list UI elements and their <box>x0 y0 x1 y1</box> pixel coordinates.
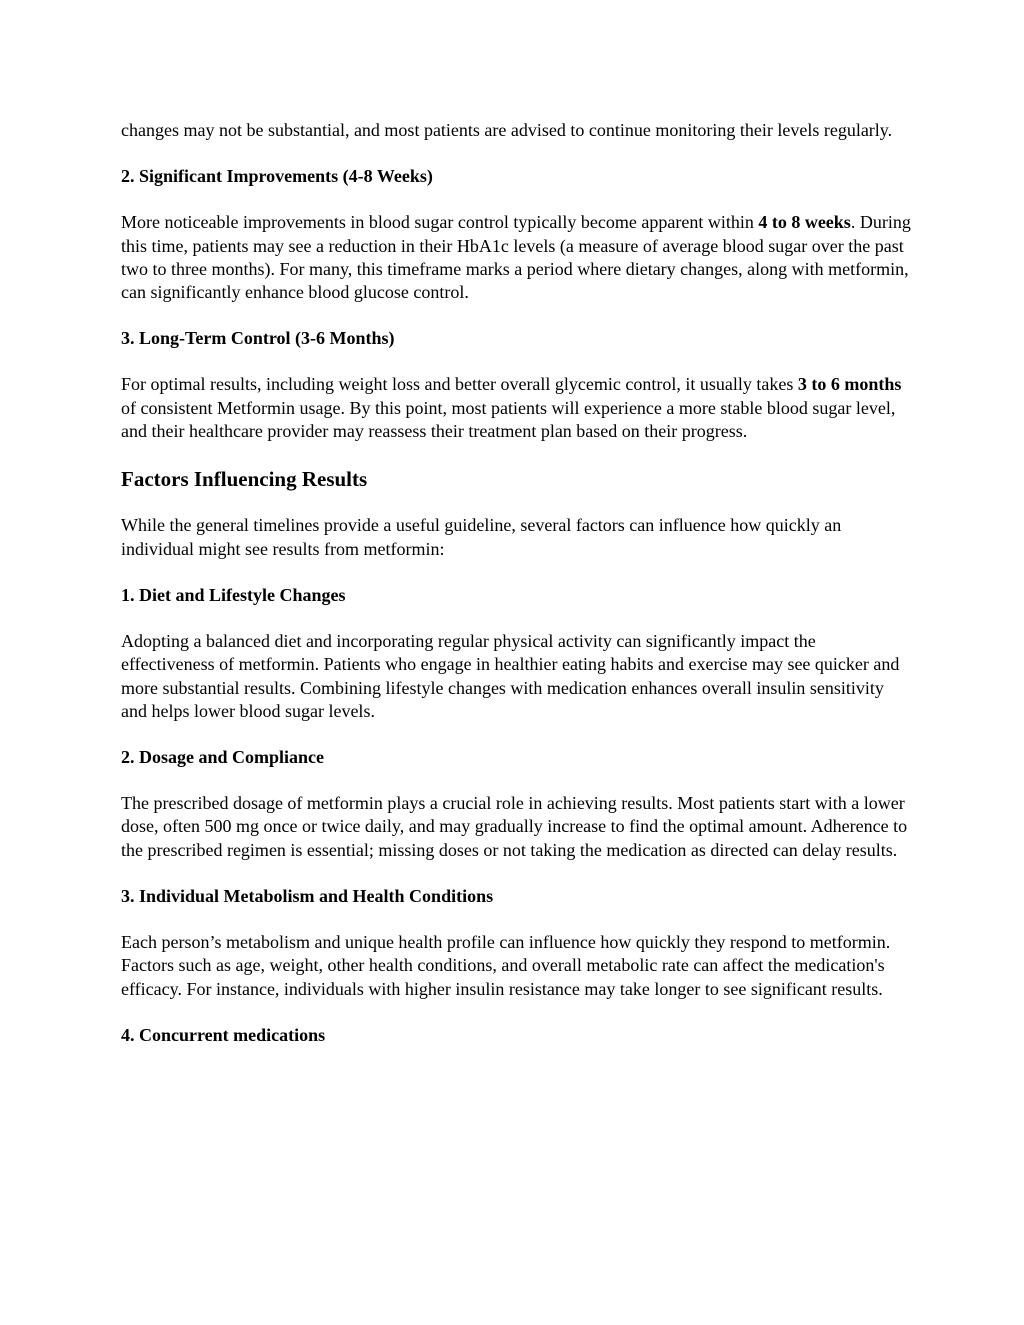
paragraph-diet-lifestyle: Adopting a balanced diet and incorporating regular physical activity can significantly impact the effectiveness of metformin. Patients who engage in healthier eating habits and exercise may see quicker and more substantial results. Combining lifestyle changes with medication enhances overall insulin sensitivity and helps lower blood sugar levels. <box>121 630 900 721</box>
heading-individual-metabolism: 3. Individual Metabolism and Health Conditions <box>121 886 494 907</box>
heading-significant-improvements: 2. Significant Improvements (4-8 Weeks) <box>121 166 433 187</box>
paragraph-dosage-compliance: The prescribed dosage of metformin plays a crucial role in achieving results. Most patients start with a lower dose, often 500 mg once or twice daily, and may gradually increase to find the optimal amount. Adherence to the prescribed regimen is essential; missing doses or not taking the medication as directed can delay results. <box>121 793 908 860</box>
heading-factors-influencing-results: Factors Influencing Results <box>121 467 368 492</box>
paragraph-factors-intro: While the general timelines provide a useful guideline, several factors can influence how quickly an individual might see results from metformin: <box>121 515 842 559</box>
text-run: of consistent Metformin usage. By this point, most patients will experience a more stable blood sugar level, and their healthcare provider may reassess their treatment plan based on their progress. <box>121 397 896 442</box>
heading-long-term-control: 3. Long-Term Control (3-6 Months) <box>121 328 395 349</box>
document-page <box>121 119 911 1047</box>
text-run: . During this time, patients may see a reduction in their HbA1c levels (a measure of average blood sugar over the past two to three months). For many, this timeframe marks a period where dietary changes, along with metformin, can significantly enhance blood glucose control. <box>121 212 911 303</box>
paragraph-individual-metabolism: Each person’s metabolism and unique health profile can influence how quickly they respond to metformin. Factors such as age, weight, other health conditions, and overall metabolic rate can affect the medication's efficacy. For instance, individuals with higher insulin resistance may take longer to see significant results. <box>121 932 891 999</box>
heading-dosage-compliance: 2. Dosage and Compliance <box>121 747 325 768</box>
bold-text-3-to-6-months: 3 to 6 months <box>797 374 902 395</box>
text-run: For optimal results, including weight loss and better overall glycemic control, it usually takes <box>121 374 798 395</box>
heading-concurrent-medications: 4. Concurrent medications <box>121 1024 326 1045</box>
paragraph-intro-continuation: changes may not be substantial, and most patients are advised to continue monitoring their levels regularly. <box>121 120 893 140</box>
bold-text-4-to-8-weeks: 4 to 8 weeks <box>758 212 851 233</box>
text-run: More noticeable improvements in blood sugar control typically become apparent within <box>121 212 759 233</box>
heading-diet-lifestyle: 1. Diet and Lifestyle Changes <box>121 584 346 605</box>
paragraph-long-term-control <box>121 373 911 443</box>
paragraph-significant-improvements <box>121 211 911 304</box>
